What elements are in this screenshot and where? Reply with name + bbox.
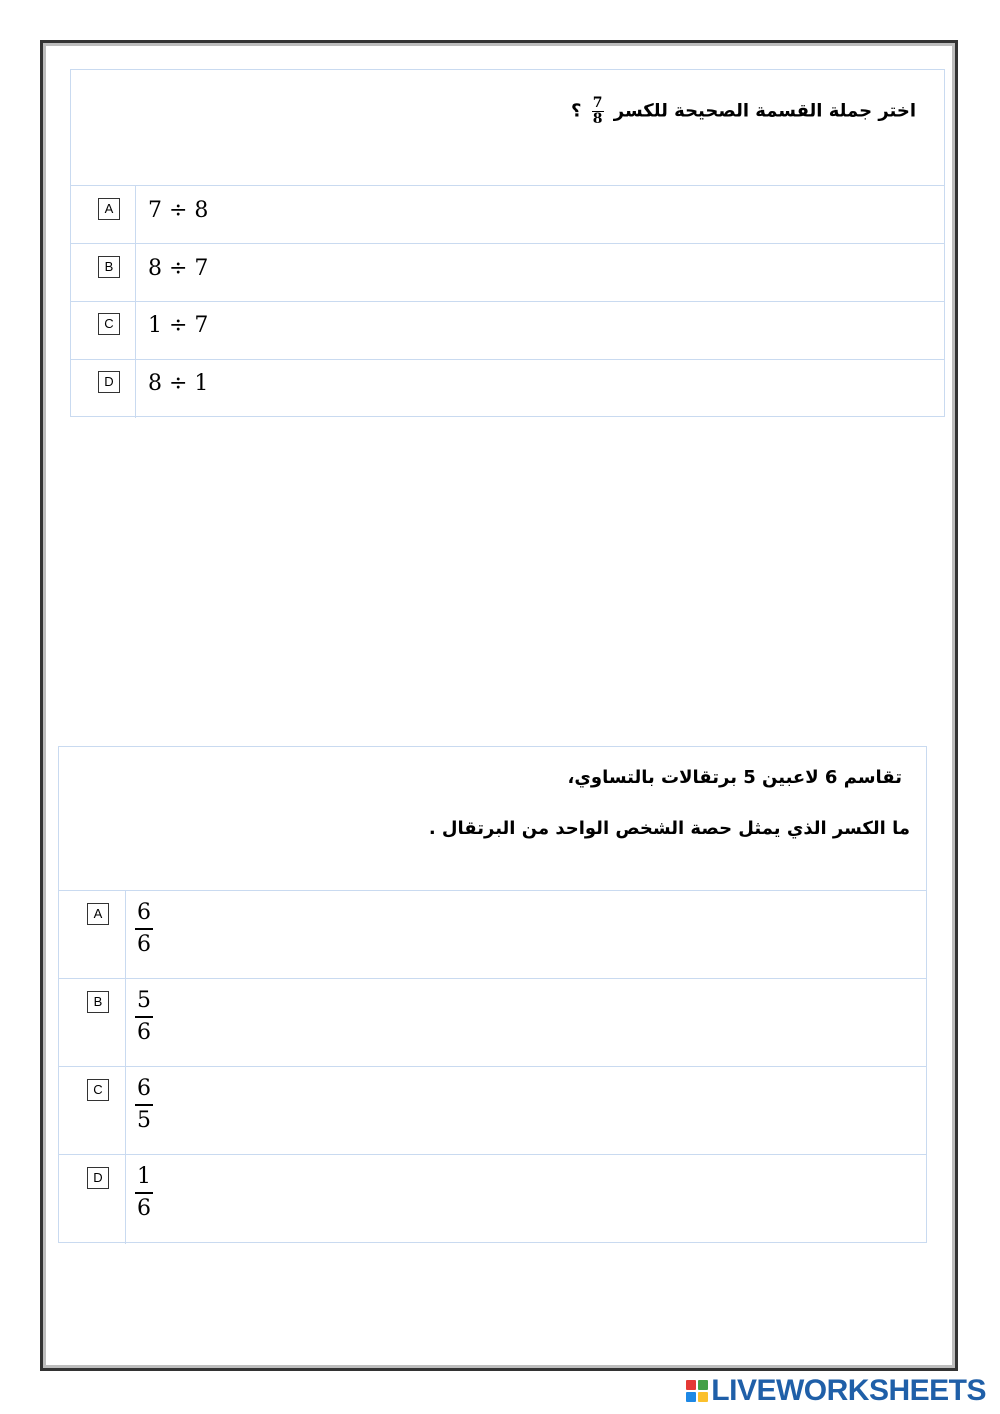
question-2-header bbox=[59, 747, 926, 891]
column-divider bbox=[125, 1155, 126, 1244]
question-1-table bbox=[70, 69, 945, 417]
fraction-numerator: 7 bbox=[592, 95, 603, 111]
option-row-c[interactable] bbox=[59, 1067, 926, 1155]
brand-name: LIVEWORKSHEETS bbox=[711, 1374, 986, 1407]
option-fraction bbox=[135, 1162, 153, 1224]
option-letter-box[interactable]: C bbox=[98, 313, 120, 335]
fraction-numerator: 6 bbox=[135, 1074, 153, 1106]
liveworksheets-logo-icon bbox=[686, 1380, 708, 1402]
option-letter-box[interactable]: A bbox=[87, 903, 109, 925]
column-divider bbox=[125, 1067, 126, 1154]
question-2-line-2: ما الكسر الذي يمثل حصة الشخص الواحد من البرتقال . bbox=[428, 818, 910, 839]
option-expression: 7 ÷ 8 bbox=[148, 198, 209, 223]
option-row-a[interactable] bbox=[71, 186, 944, 244]
column-divider bbox=[125, 891, 126, 978]
option-letter-box[interactable]: D bbox=[87, 1167, 109, 1189]
liveworksheets-brand bbox=[686, 1373, 986, 1409]
fraction-numerator: 1 bbox=[135, 1162, 153, 1194]
logo-square bbox=[698, 1392, 708, 1402]
fraction-denominator: 6 bbox=[137, 1020, 151, 1045]
option-letter-box[interactable]: A bbox=[98, 198, 120, 220]
option-fraction bbox=[135, 898, 153, 960]
question-1-prompt bbox=[571, 96, 916, 127]
option-expression: 8 ÷ 7 bbox=[148, 256, 209, 281]
option-row-d[interactable] bbox=[59, 1155, 926, 1244]
option-expression: 8 ÷ 1 bbox=[148, 371, 209, 396]
question-mark: ؟ bbox=[571, 100, 582, 122]
option-letter-box[interactable]: B bbox=[87, 991, 109, 1013]
question-1-header bbox=[71, 70, 944, 186]
question-1-text: اختر جملة القسمة الصحيحة للكسر bbox=[613, 100, 916, 122]
logo-square bbox=[698, 1380, 708, 1390]
option-fraction bbox=[135, 1074, 153, 1136]
option-row-a[interactable] bbox=[59, 891, 926, 979]
fraction-denominator: 5 bbox=[137, 1108, 151, 1133]
option-fraction bbox=[135, 986, 153, 1048]
logo-square bbox=[686, 1380, 696, 1390]
column-divider bbox=[135, 186, 136, 243]
column-divider bbox=[135, 244, 136, 301]
question-1-fraction bbox=[592, 96, 604, 127]
question-2-line-1: تقاسم 6 لاعبين 5 برتقالات بالتساوي، bbox=[567, 767, 902, 788]
column-divider bbox=[125, 979, 126, 1066]
option-letter-box[interactable]: D bbox=[98, 371, 120, 393]
column-divider bbox=[135, 360, 136, 418]
fraction-numerator: 5 bbox=[135, 986, 153, 1018]
fraction-denominator: 8 bbox=[592, 111, 603, 127]
option-row-d[interactable] bbox=[71, 360, 944, 418]
option-letter-box[interactable]: B bbox=[98, 256, 120, 278]
option-row-b[interactable] bbox=[59, 979, 926, 1067]
question-2-table bbox=[58, 746, 927, 1243]
fraction-denominator: 6 bbox=[137, 1196, 151, 1221]
option-expression: 1 ÷ 7 bbox=[148, 313, 209, 338]
fraction-numerator: 6 bbox=[135, 898, 153, 930]
logo-square bbox=[686, 1392, 696, 1402]
column-divider bbox=[135, 302, 136, 359]
option-letter-box[interactable]: C bbox=[87, 1079, 109, 1101]
option-row-c[interactable] bbox=[71, 302, 944, 360]
option-row-b[interactable] bbox=[71, 244, 944, 302]
fraction-denominator: 6 bbox=[137, 932, 151, 957]
